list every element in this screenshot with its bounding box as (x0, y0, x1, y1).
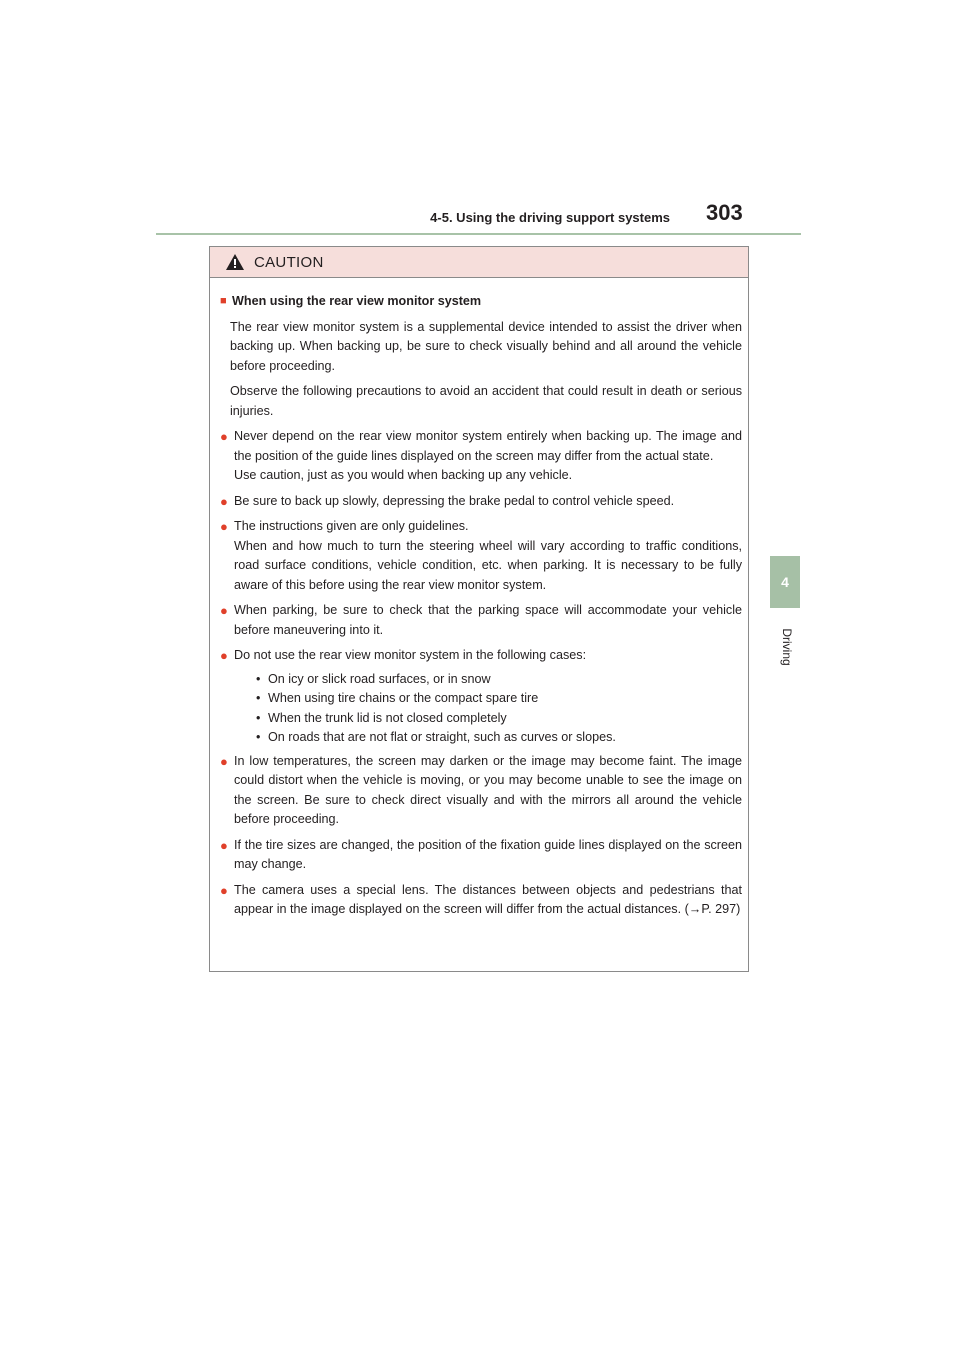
list-item-text: In low temperatures, the screen may darken or the image may become faint. The image could distort when the vehicle is moving, or you may become unable to see the image on the screen. Be sure to check direct visually and with the mirrors all around the vehicle before proceeding. (234, 753, 742, 826)
bullet-icon: ● (220, 837, 228, 853)
list-item-text: The instructions given are only guidelines. (234, 519, 469, 533)
list-item-text: When and how much to turn the steering wheel will vary according to traffic conditions, road surface conditions, vehicle condition, etc. when parking. It is necessary to be fully aware of this before using the rear view monitor system. (234, 538, 742, 592)
page-number: 303 (706, 200, 743, 225)
bullet-icon: ● (220, 429, 228, 444)
sub-list-item-text: When the trunk lid is not closed completely (268, 710, 507, 725)
list-item-text: When parking, be sure to check that the parking space will accommodate your vehicle before maneuvering into it. (234, 603, 742, 637)
sub-bullet-icon: • (256, 730, 261, 744)
list-item-text: Do not use the rear view monitor system in the following cases: (234, 648, 587, 662)
paragraph: Observe the following precautions to avoid an accident that could result in death or serious injuries. (230, 384, 742, 418)
list-item-text: Never depend on the rear view monitor system entirely when backing up. The image and the position of the guide lines displayed on the screen may differ from the actual state. (234, 429, 742, 463)
sub-list-item (256, 670, 742, 690)
bullet-icon: ● (220, 753, 228, 769)
sub-list-item (256, 689, 742, 709)
list-item-text: Use caution, just as you would when backing up any vehicle. (234, 468, 573, 482)
caution-box (209, 246, 749, 972)
header-divider (156, 233, 801, 235)
caution-title: CAUTION (254, 253, 324, 271)
sub-bullet-icon: • (256, 671, 261, 686)
square-bullet-icon: ■ (220, 295, 227, 307)
caution-header (210, 247, 748, 278)
list-item (220, 427, 742, 486)
sub-list-item (256, 709, 742, 729)
sub-list-item-text: On roads that are not flat or straight, such as curves or slopes. (268, 730, 616, 744)
sub-bullet-icon: • (256, 710, 261, 725)
list-item (220, 646, 742, 666)
chapter-tab-number: 4 (770, 556, 800, 608)
bullet-icon: ● (220, 648, 228, 663)
list-item-text: Be sure to back up slowly, depressing the brake pedal to control vehicle speed. (234, 493, 675, 508)
list-item (220, 881, 742, 920)
sub-list-item (256, 728, 742, 748)
bullet-icon: ● (220, 493, 228, 509)
section-title: 4-5. Using the driving support systems (430, 210, 670, 225)
bullet-icon: ● (220, 603, 228, 618)
list-item-text: If the tire sizes are changed, the position of the fixation guide lines displayed on the screen may change. (234, 837, 742, 871)
chapter-tab-label: Driving (780, 628, 794, 666)
paragraph: The rear view monitor system is a supplemental device intended to assist the driver when backing up. When backing up, be sure to check visually behind and all around the vehicle before proceeding. (230, 319, 742, 373)
list-item-text: The camera uses a special lens. The distances between objects and pedestrians that appear in the image displayed on the screen will differ from the actual distances. (→P. 297) (234, 882, 742, 916)
sub-list (220, 670, 742, 748)
sub-list-item-text: On icy or slick road surfaces, or in snow (268, 671, 491, 686)
caution-heading (220, 292, 742, 312)
list-item (220, 601, 742, 640)
list-item (220, 517, 742, 595)
caution-heading-text: When using the rear view monitor system (232, 294, 482, 308)
caution-body (210, 278, 748, 920)
list-item (220, 752, 742, 830)
sub-list-item-text: When using tire chains or the compact spare tire (268, 691, 539, 705)
sub-bullet-icon: • (256, 691, 261, 705)
list-item (220, 492, 742, 512)
bullet-icon: ● (220, 519, 228, 534)
list-item (220, 836, 742, 875)
bullet-icon: ● (220, 882, 228, 898)
warning-triangle-icon (226, 254, 244, 270)
